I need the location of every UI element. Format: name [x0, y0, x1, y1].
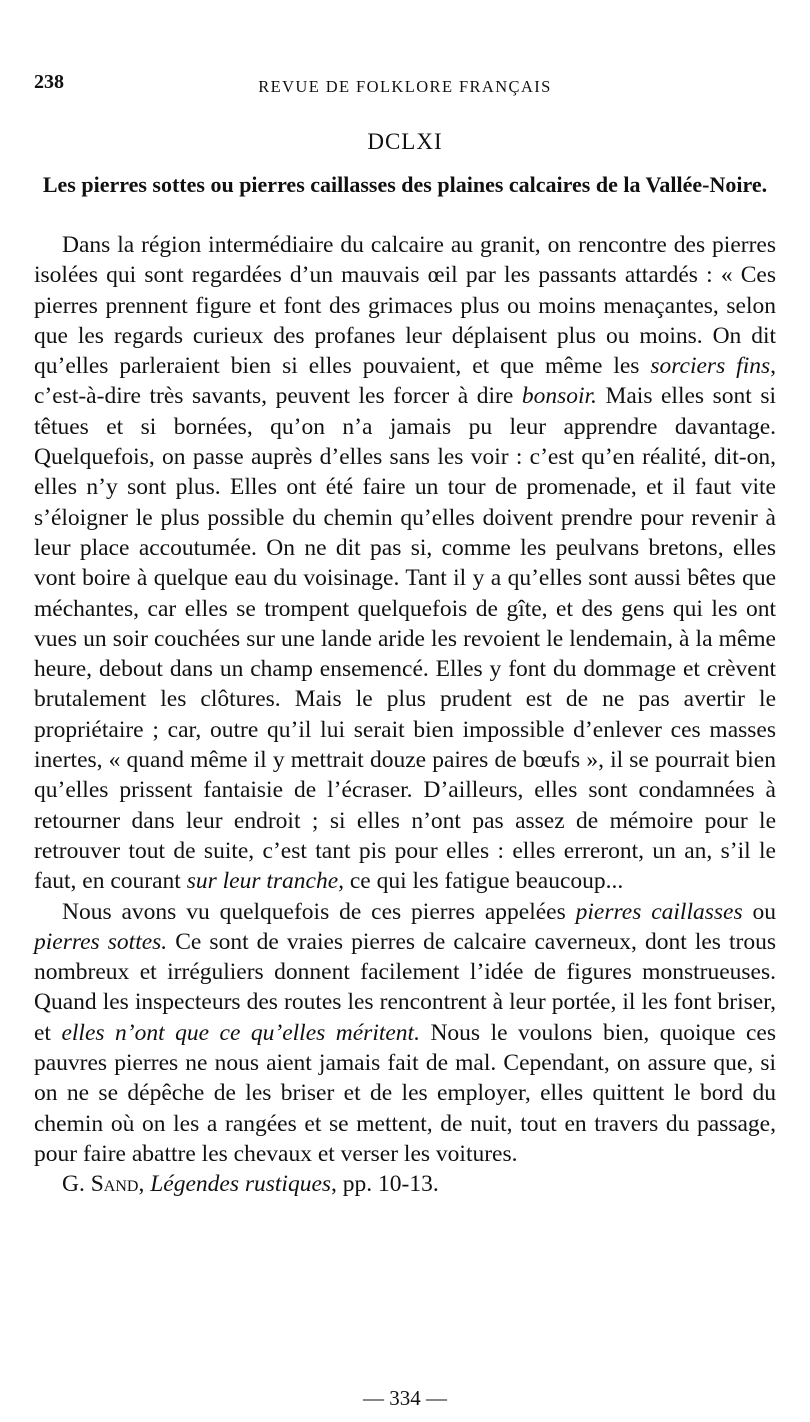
paragraph-2 [34, 897, 776, 1170]
article-body [34, 230, 776, 1200]
paragraph-2-text-4: Nous le voulons bien, quoique ces pauvres pierres ne nous aient jamais fait de mal. Cependant, on assure que, si on ne se dépêche de les briser et de les employer, elles quittent le bord du chemin où on les a rangées et se mettent, de nuit, tout en travers du passage, pour faire abattre les chevaux et verser les voitures. [34, 1019, 776, 1167]
paragraph-2-text-3: Ce sont de vraies pierres de calcaire caverneux, dont les trous nombreux et irréguliers donnent facilement l’idée de figures monstrueuses. Quand les inspecteurs des routes les rencontrent à leur portée, il les font briser, et [34, 928, 777, 1046]
running-title: REVUE DE FOLKLORE FRANÇAIS [258, 77, 552, 96]
paragraph-1-text-1: Dans la région intermédiaire du calcaire au granit, on rencontre des pierres isolées qui sont regardées d’un mauvais œil par les passants attardés : « Ces pierres prennent figure et font des grimaces plus ou moins menaçantes, selon que les regards curieux des profanes leur déplaisent plus ou moins. On dit qu’elles parleraient bien si elles pouvaient, et que même les [34, 232, 776, 380]
paragraph-1-italic-2: bonsoir. [521, 383, 597, 410]
page-header [34, 72, 776, 106]
paragraph-1-text-2: , c’est-à-dire très savants, peuvent les forcer à dire [34, 353, 776, 410]
paragraph-1-text-4: ce qui les fatigue beaucoup... [344, 868, 624, 895]
paragraph-1-text-3: Mais elles sont si têtues et si bornées, qu’on n’a jamais pu leur apprendre davantage. Quelquefois, on passe auprès d’elles sans les voir : c’est qu’en réalité, dit-on, elles n’y sont plus. Elles ont été faire un tour de promenade, et il faut vite s’éloigner le plus possible du chemin qu’elles doivent prendre pour revenir à leur place accoutumée. On ne dit pas si, comme les peulvans bretons, elles vont boire à quelque eau du voisinage. Tant il y a qu’elles sont aussi bêtes que méchantes, car elles se trompent quelquefois de gîte, et des gens qui les ont vues un soir couchées sur une lande aride les revoient le lendemain, à la même heure, debout dans un champ ensemencé. Elles y font du dommage et crèvent brutalement les clôtures. Mais le plus prudent est de ne pas avertir le propriétaire ; car, outre qu’il lui serait bien impossible d’enlever ces masses inertes, « quand même il y mettrait douze paires de bœufs », il se pourrait bien qu’elles prissent fantaisie de l’écraser. D’ailleurs, elles sont condamnées à retourner dans leur endroit ; si elles n’ont pas assez de mémoire pour le retrouver tout de suite, c’est tant pis pour elles : elles erreront, un an, s’il le faut, en courant [34, 383, 776, 895]
article-title: Les pierres sottes ou pierres caillasses des plaines calcaires de la Vallée-Noire. [42, 172, 768, 197]
paragraph-2-text-1: Nous avons vu quelquefois de ces pierres appelées [62, 898, 576, 925]
item-number: DCLXI [367, 129, 443, 154]
source-author-initial: G. [62, 1171, 91, 1198]
source-separator: , [138, 1171, 151, 1198]
source-work-title: Légendes rustiques [150, 1171, 332, 1198]
paragraph-2-text-2: ou [742, 898, 776, 925]
source-pages: , pp. 10-13. [331, 1171, 439, 1198]
footer-page-number: — 334 — [363, 1386, 447, 1410]
paragraph-2-italic-3: elles n’ont que ce qu’elles méritent. [61, 1019, 420, 1046]
paragraph-2-italic-2: pierres sottes. [34, 928, 168, 955]
paragraph-1-italic-1: sorciers fins [650, 353, 771, 380]
paragraph-1-italic-3: sur leur tranche, [186, 868, 344, 895]
paragraph-2-italic-1: pierres caillasses [575, 898, 743, 925]
source-citation [34, 1169, 776, 1199]
paragraph-1 [34, 230, 776, 897]
header-page-number: 238 [34, 71, 64, 93]
source-author-name: Sand [90, 1171, 139, 1198]
